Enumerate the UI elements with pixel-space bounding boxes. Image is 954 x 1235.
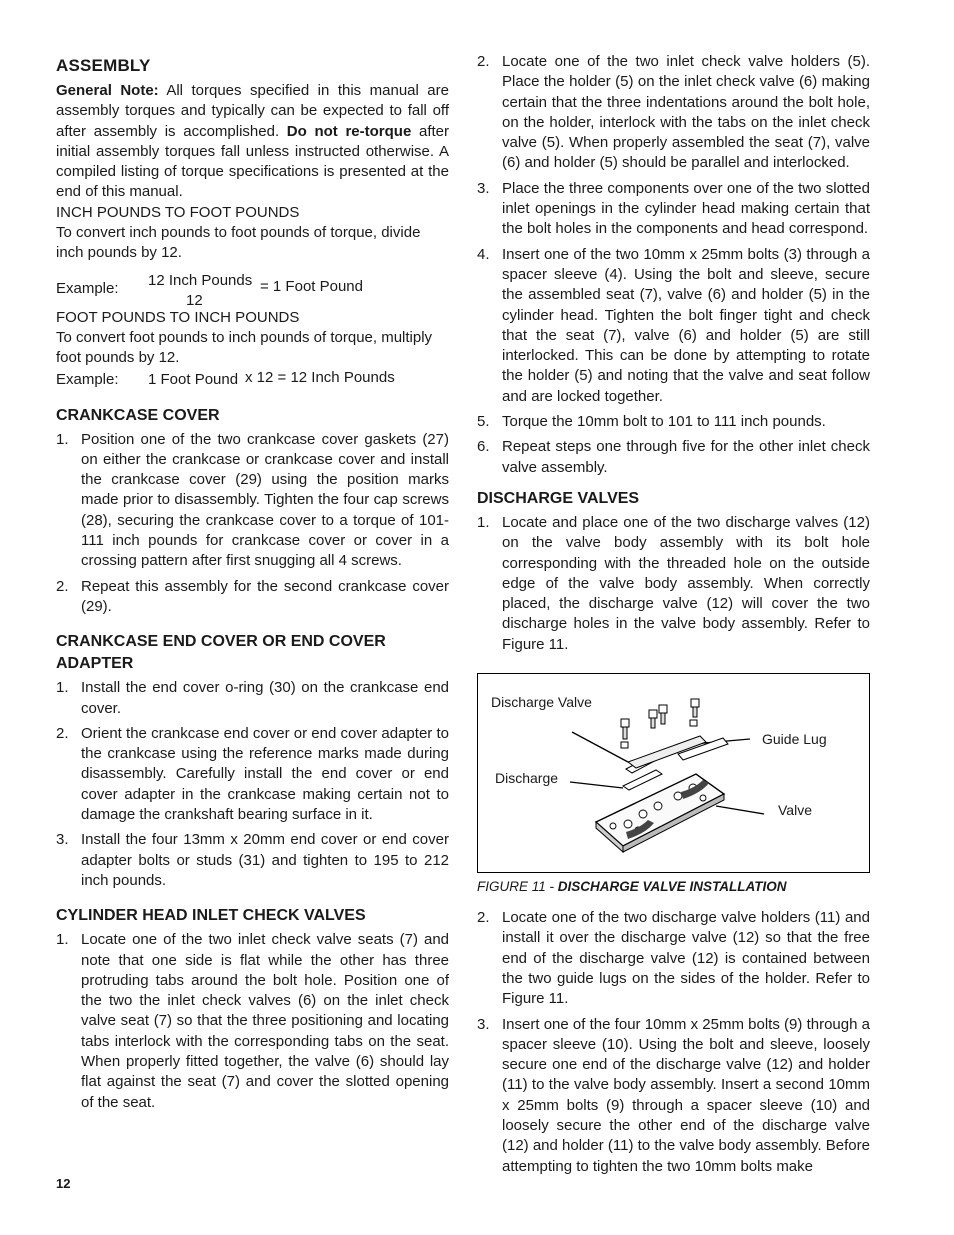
step-number: 2. bbox=[56, 577, 69, 595]
step-number: 1. bbox=[56, 430, 69, 448]
inlet-check-valves-heading: CYLINDER HEAD INLET CHECK VALVES bbox=[56, 907, 366, 925]
assembly-heading: ASSEMBLY bbox=[56, 56, 151, 75]
step-number: 5. bbox=[477, 413, 490, 431]
inlet-steps-continued bbox=[477, 52, 870, 478]
step-text: Orient the crankcase end cover or end cover adapter to the crankcase using the reference marks made during disassembly. Carefully install the end cover or end cover adapter in the crankcase making certain not to damage the crankshaft bearing surface in it. bbox=[81, 724, 449, 824]
leader-line-discharge bbox=[570, 782, 623, 788]
inch-to-foot-heading: INCH POUNDS TO FOOT POUNDS bbox=[56, 203, 300, 221]
figure-11 bbox=[477, 673, 870, 873]
end-cover-steps bbox=[56, 678, 449, 891]
label-valve: Valve bbox=[778, 802, 812, 819]
leader-line-discharge-valve bbox=[572, 732, 628, 762]
step-text: Place the three components over one of the two slotted inlet openings in the cylinder head making certain that the bolt holes in the components and head correspond. bbox=[502, 179, 870, 238]
step-text: Install the four 13mm x 20mm end cover or end cover adapter bolts or studs (31) and tighten to 195 to 212 inch pounds. bbox=[81, 831, 449, 889]
list-item bbox=[477, 52, 870, 174]
page-number: 12 bbox=[56, 1176, 71, 1191]
inch-to-foot-text: To convert inch pounds to foot pounds of torque, divide inch pounds by 12. bbox=[56, 224, 421, 262]
step-text: Repeat steps one through five for the other inlet check valve assembly. bbox=[502, 438, 870, 476]
list-item bbox=[56, 930, 449, 1113]
example-2-part-a: 1 Foot Pound bbox=[148, 370, 239, 388]
step-text: Insert one of the two 10mm x 25mm bolts (3) through a spacer sleeve (4). Using the bolt and sleeve, secure the assembled seat (7), valve (6) and holder (5) in the cylinder head. Tighten the bolt finger tight and check that the seat (7), valve (6) and holder (5) are still interlocked. This can be done by attempting to rotate the holder (5) and noting that the valve and seat follow and are locked together. bbox=[502, 245, 870, 405]
step-text: Insert one of the four 10mm x 25mm bolts (9) through a spacer sleeve (10). Using the bolt and sleeve, loosely secure one end of the discharge valve (12) and holder (11) to the valve body assembly. Insert a second 10mm x 25mm bolts (9) through a spacer sleeve (10) and loosely secure the other end of the discharge valve (12) and holder (11) to the valve body assembly. Before attempting to tighten the two 10mm bolts make bbox=[502, 1015, 870, 1175]
step-number: 3. bbox=[477, 1015, 490, 1033]
crankcase-cover-steps bbox=[56, 430, 449, 618]
list-item bbox=[477, 513, 870, 655]
crankcase-cover-heading: CRANKCASE COVER bbox=[56, 406, 220, 424]
label-discharge-valve: Discharge Valve bbox=[491, 694, 592, 711]
list-item bbox=[477, 1015, 870, 1177]
discharge-valves-heading: DISCHARGE VALVES bbox=[477, 489, 640, 507]
discharge-valve-diagram bbox=[478, 674, 869, 872]
step-text: Locate one of the two discharge valve holders (11) and install it over the discharge valve (12) so that the free end of the discharge valve (12) is contained between the two guide lugs on the sides of the holder. Refer to Figure 11. bbox=[502, 909, 870, 1008]
step-number: 2. bbox=[56, 724, 69, 742]
step-text: Locate one of the two inlet check valve seats (7) and note that one side is flat while the other has three protruding tabs around the bolt hole. Position one of the two the inlet check valves (6) on the inlet check valve seat (7) so that the three positioning and locating tabs interlock with the corresponding tabs on the seat. When properly fitted together, the valve (6) should lay flat against the seat (7) and cover the slotted opening of the seat. bbox=[81, 931, 449, 1111]
general-note-text-b: after initial assembly torques fall unless instructed otherwise. A compiled listing of torque specifications is presented at the end of this manual. bbox=[56, 122, 449, 201]
list-item bbox=[56, 430, 449, 572]
list-item bbox=[56, 724, 449, 825]
right-column bbox=[477, 52, 870, 1182]
example-1-denominator: 12 bbox=[186, 291, 203, 309]
leader-line-valve bbox=[716, 806, 764, 814]
discharge-steps-continued bbox=[477, 908, 870, 1177]
step-text: Locate and place one of the two discharge valves (12) on the valve body assembly with its bolt hole corresponding with the threaded hole on the outside edge of the valve body assembly. When correctly placed, the discharge valve (12) will cover the two discharge holes in the valve body assembly. Refer to Figure 11. bbox=[502, 513, 870, 653]
foot-to-inch-heading: FOOT POUNDS TO INCH POUNDS bbox=[56, 308, 300, 326]
step-number: 6. bbox=[477, 438, 490, 456]
step-text: Repeat this assembly for the second crankcase cover (29). bbox=[81, 577, 449, 615]
step-number: 2. bbox=[477, 909, 490, 927]
end-cover-heading: CRANKCASE END COVER OR END COVER ADAPTER bbox=[56, 633, 386, 673]
step-text: Torque the 10mm bolt to 101 to 111 inch pounds. bbox=[502, 413, 826, 431]
general-note-text-a: All torques specified in this manual are assembly torques and typically can be expected to fall off after assembly is accomplished. bbox=[56, 82, 449, 140]
example-2-part-b: x 12 = 12 Inch Pounds bbox=[245, 368, 395, 386]
list-item bbox=[56, 577, 449, 618]
label-guide-lug: Guide Lug bbox=[762, 731, 827, 748]
step-number: 1. bbox=[56, 931, 69, 949]
example-1 bbox=[56, 264, 449, 309]
step-number: 1. bbox=[56, 679, 69, 697]
label-discharge: Discharge bbox=[495, 770, 559, 787]
caption-lead: FIGURE 11 - bbox=[477, 879, 558, 895]
step-text: Install the end cover o-ring (30) on the crankcase end cover. bbox=[81, 679, 449, 717]
example-2 bbox=[56, 369, 449, 391]
inlet-steps bbox=[56, 930, 449, 1113]
step-text: Locate one of the two inlet check valve holders (5). Place the holder (5) on the inlet check valve (6) making certain that the three indentations around the bolt hole, on the holder, interlock with the tabs on the inlet check valve (5). When properly assembled the seat (7), valve (6) and holder (5) should be parallel and interlocked. bbox=[502, 53, 870, 172]
step-number: 4. bbox=[477, 245, 490, 263]
figure-caption bbox=[477, 879, 870, 894]
example-1-label: Example: bbox=[56, 279, 119, 297]
left-column bbox=[56, 52, 449, 1118]
list-item bbox=[477, 179, 870, 240]
general-note-label: General Note: bbox=[56, 82, 159, 99]
step-number: 1. bbox=[477, 513, 490, 531]
general-note bbox=[56, 81, 449, 203]
general-note-bold: Do not re-torque bbox=[286, 122, 412, 140]
step-number: 3. bbox=[56, 831, 69, 849]
caption-title: DISCHARGE VALVE INSTALLATION bbox=[557, 879, 787, 895]
example-1-numerator: 12 Inch Pounds bbox=[148, 271, 253, 289]
discharge-steps bbox=[477, 513, 870, 655]
foot-to-inch-text: To convert foot pounds to inch pounds of torque, multiply foot pounds by 12. bbox=[56, 328, 433, 367]
step-text: Position one of the two crankcase cover gaskets (27) on either the crankcase or crankcase cover and install the crankcase cover (29) using the position marks made prior to disassembly. Tighten the four cap screws (28), securing the crankcase cover to a torque of 101-111 inch pounds for crankcase cover or cover in a crossing pattern after first snugging all 4 screws. bbox=[81, 430, 449, 570]
discharge-piece bbox=[623, 770, 662, 790]
list-item bbox=[477, 412, 870, 432]
list-item bbox=[477, 437, 870, 478]
example-1-result: = 1 Foot Pound bbox=[260, 277, 363, 295]
step-number: 3. bbox=[477, 179, 490, 197]
list-item bbox=[56, 830, 449, 891]
step-number: 2. bbox=[477, 53, 490, 70]
list-item bbox=[477, 908, 870, 1009]
list-item bbox=[56, 678, 449, 719]
example-2-label: Example: bbox=[56, 370, 119, 388]
list-item bbox=[477, 245, 870, 407]
